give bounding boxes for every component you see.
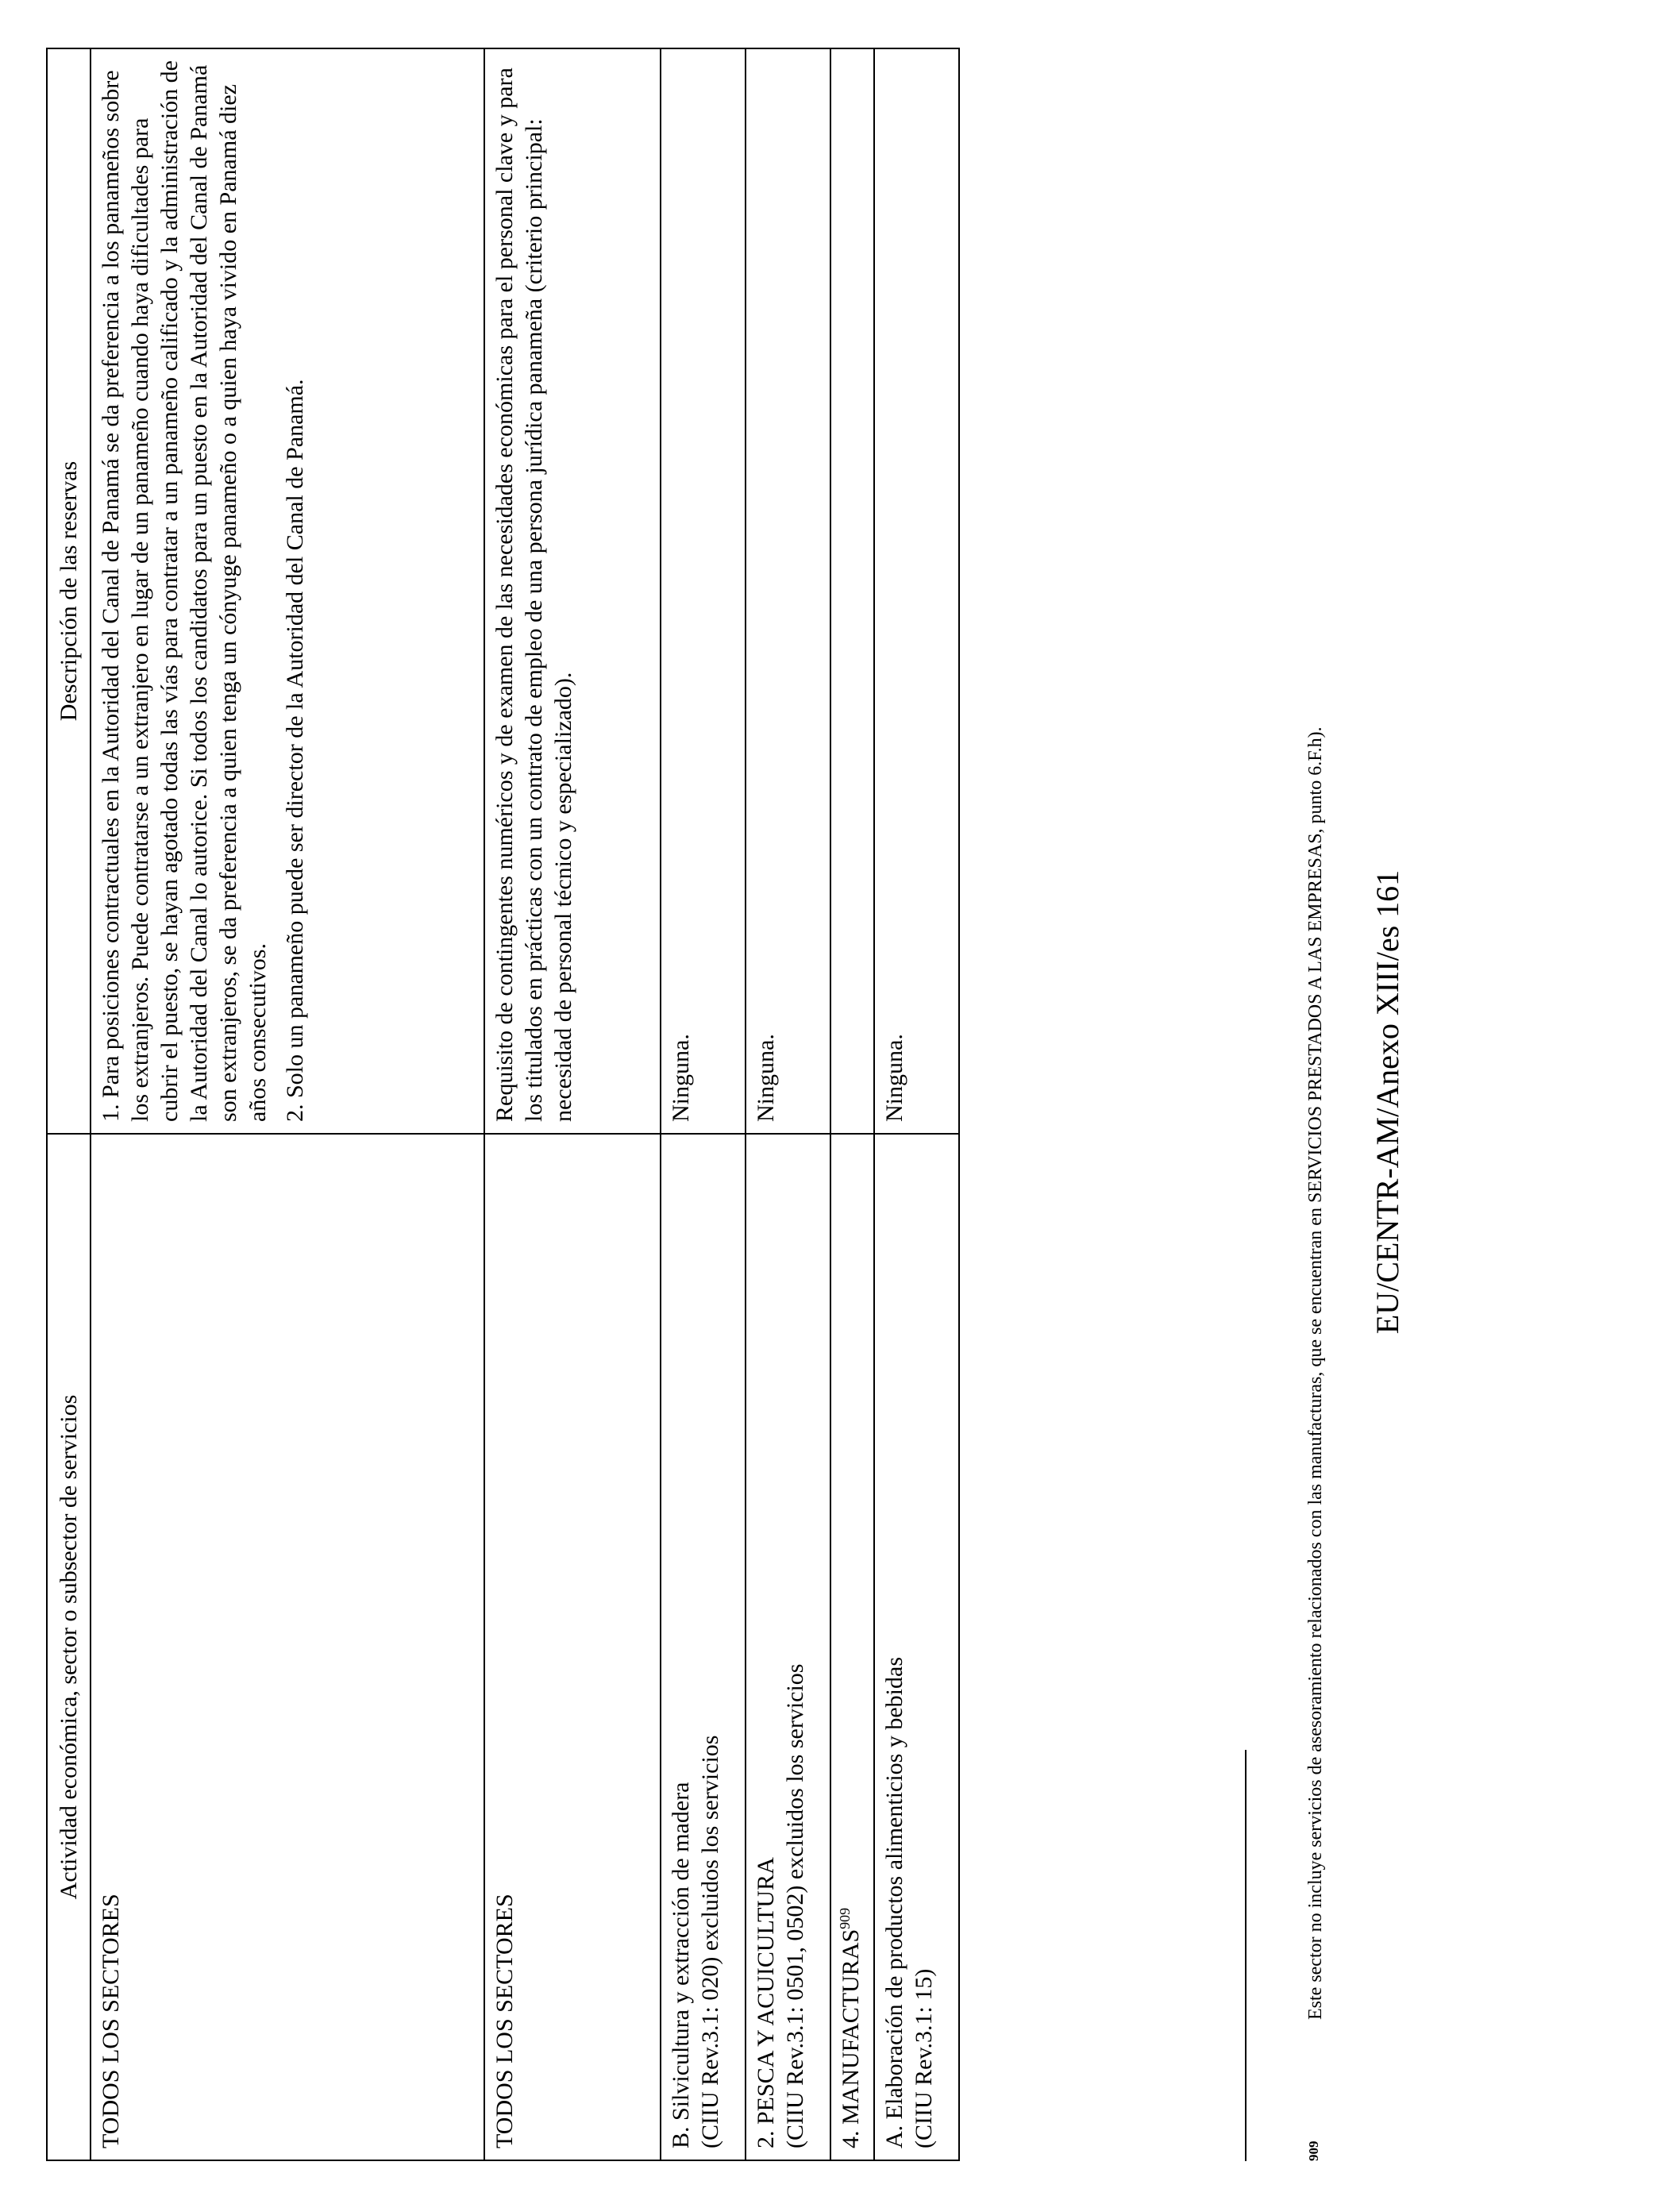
activity-line: 4. MANUFACTURAS	[838, 1929, 864, 2148]
activity-line: (CIIU Rev.3.1: 0501, 0502) excluidos los servicios	[782, 1663, 808, 2148]
table-row	[484, 48, 661, 2160]
table-row	[830, 48, 874, 2160]
footnote	[1302, 49, 1327, 2161]
description-cell	[874, 48, 959, 1134]
description-cell	[661, 48, 746, 1134]
activity-cell	[874, 1134, 959, 2160]
activity-line: (CIIU Rev.3.1: 15)	[911, 1968, 937, 2148]
description-paragraph: 1. Para posiciones contractuales en la Autoridad del Canal de Panamá se da preferencia a los panameños sobre los extranjeros. Puede contratarse a un extranjero en lugar de un panameño cuando haya dificultades para cubrir el puesto, se hayan agotado todas las vías para contratar a un panameño calificado y la administración de la Autoridad del Canal lo autorice. Si todos los candidatos para un puesto en la Autoridad del Canal de Panamá son extranjeros, se da preferencia a quien tenga un cónyuge panameño o a quien haya vivido en Panamá diez años consecutivos.	[98, 60, 271, 1122]
footnote-divider	[1245, 1750, 1247, 2161]
footnote-number: 909	[1306, 2140, 1321, 2161]
description-cell	[484, 48, 661, 1134]
activity-line: TODOS LOS SECTORES	[98, 1894, 124, 2148]
activity-cell	[91, 1134, 484, 2160]
page-reference: EU/CENTR-AM/Anexo XIII/es 161	[1370, 869, 1405, 1335]
description-paragraph: Requisito de contingentes numéricos y de examen de las necesidades económicas para el personal clave y para los titulados en prácticas con un contrato de empleo de una persona jurídica panameña (criterio principal: necesidad de personal técnico y especializado).	[491, 67, 576, 1122]
activity-line: TODOS LOS SECTORES	[491, 1894, 518, 2148]
table-row	[661, 48, 746, 2160]
activity-cell	[746, 1134, 830, 2160]
footnote-text: Este sector no incluye servicios de asesoramiento relacionados con las manufacturas, que se encuentran en SERVICIOS PRESTADOS A LAS EMPRESAS, punto 6.F.h).	[1305, 726, 1326, 2020]
table-row	[746, 48, 830, 2160]
header-activity: Actividad económica, sector o subsector de servicios	[47, 1134, 91, 2160]
table-row	[91, 48, 484, 2160]
activity-line: 2. PESCA Y ACUICULTURA	[753, 1857, 779, 2148]
activity-line: (CIIU Rev.3.1: 020) excluidos los servicios	[697, 1735, 723, 2148]
activity-line: A. Elaboración de productos alimenticios y bebidas	[881, 1657, 907, 2148]
description-paragraph: 2. Solo un panameño puede ser director de la Autoridad del Canal de Panamá.	[282, 379, 308, 1122]
reserves-table	[46, 48, 960, 2161]
description-paragraph: Ninguna.	[881, 1034, 907, 1122]
activity-cell	[484, 1134, 661, 2160]
description-cell	[91, 48, 484, 1134]
footnote-reference[interactable]: 909	[837, 1907, 853, 1929]
header-description: Descripción de las reservas	[47, 48, 91, 1134]
table-row	[874, 48, 959, 2160]
description-paragraph: Ninguna.	[753, 1034, 779, 1122]
table-header-row	[47, 48, 91, 2160]
description-cell	[746, 48, 830, 1134]
description-cell	[830, 48, 874, 1134]
description-paragraph: Ninguna.	[668, 1034, 694, 1122]
activity-line: B. Silvicultura y extracción de madera	[668, 1782, 694, 2148]
activity-cell	[661, 1134, 746, 2160]
activity-cell	[830, 1134, 874, 2160]
